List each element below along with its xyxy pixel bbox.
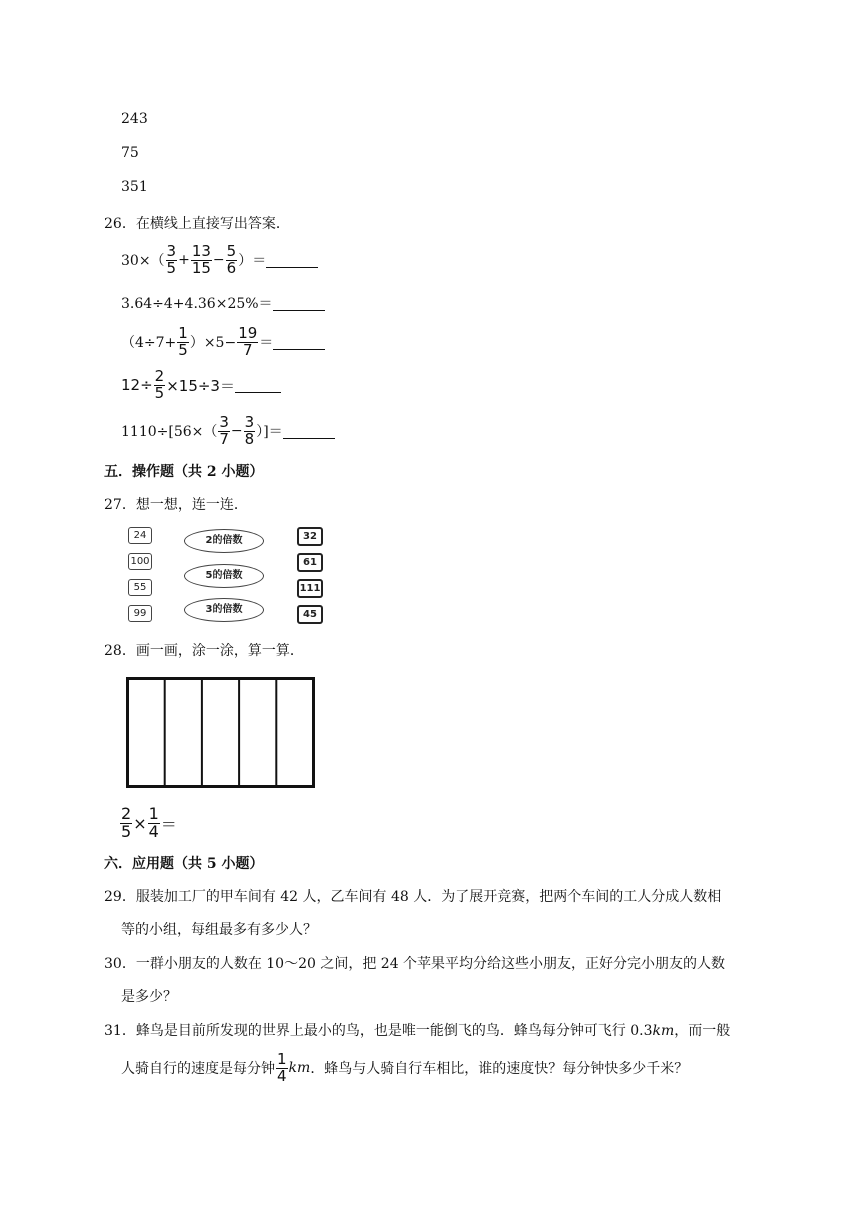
section-heading-6: 六．应用题（共 5 小题） (104, 856, 264, 872)
q26-expression-2 (121, 293, 325, 313)
answer-blank[interactable] (273, 335, 325, 350)
operator: + (178, 252, 190, 268)
text: 人骑自行的速度是每分钟 (121, 1061, 275, 1077)
question-27-title: 27．想一想，连一连． (104, 497, 248, 513)
number-line: 351 (121, 179, 148, 195)
category-oval[interactable]: 2的倍数 (184, 529, 264, 553)
q26-expression-4 (121, 367, 281, 403)
right-number-box[interactable]: 61 (297, 553, 323, 572)
text: 31．蜂鸟是目前所发现的世界上最小的鸟，也是唯一能倒飞的鸟．蜂鸟每分钟可飞行 0.3 (104, 1023, 653, 1039)
expr-text: 1110÷[56×（ (121, 424, 218, 440)
answer-blank[interactable] (266, 253, 318, 268)
fraction: 3 7 (219, 412, 229, 448)
operator: − (230, 423, 243, 439)
section-heading-5: 五．操作题（共 2 小题） (104, 464, 264, 480)
question-26-title: 26．在横线上直接写出答案． (104, 216, 290, 232)
fraction: $\frac{2}{5}$ (154, 366, 165, 402)
fraction: $\frac{2}{5}$ (121, 803, 132, 841)
text: ．蜂鸟与人骑自行车相比，谁的速度快？每分钟快多少千米？ (310, 1061, 689, 1077)
q26-expression-5 (121, 413, 335, 449)
left-number-box[interactable]: 100 (128, 553, 152, 570)
category-oval[interactable]: 5的倍数 (184, 564, 264, 588)
answer-blank[interactable] (273, 296, 325, 311)
operator: − (212, 252, 225, 268)
question-29-line-2: 等的小组，每组最多有多少人？ (121, 922, 317, 938)
q28-expression (119, 803, 177, 843)
matching-figure (121, 522, 365, 628)
expr-text: ＝ (160, 814, 177, 834)
rectangle-grid-svg (126, 677, 316, 789)
question-30-line-1: 30．一群小朋友的人数在 10～20 之间，把 24 个苹果平均分给这些小朋友，正好分完小朋友的人数 (104, 956, 726, 972)
left-number-box[interactable]: 99 (128, 605, 152, 622)
expr-text: ）＝ (238, 253, 267, 269)
expr-text: 12÷ (121, 376, 153, 394)
expr-text: ＝ (259, 335, 274, 351)
fraction: $\frac{1}{5}$ (178, 323, 188, 359)
fraction: 3 5 (166, 241, 177, 277)
rectangle-grid[interactable] (126, 677, 316, 793)
fraction: $\frac{1}{4}$ (148, 803, 159, 841)
number-line: 243 (121, 111, 148, 127)
left-number-box[interactable]: 24 (128, 527, 152, 544)
fraction: $\frac{5}{6}$ (226, 241, 237, 277)
question-28-title: 28．画一画，涂一涂，算一算． (104, 643, 304, 659)
number-line: 75 (121, 145, 139, 161)
expr-text: ）]＝ (256, 424, 283, 440)
right-number-box[interactable]: 32 (297, 527, 323, 546)
left-number-box[interactable]: 55 (128, 579, 152, 596)
q26-expression-1 (121, 242, 318, 278)
fraction: $\frac{19}{7}$ (238, 323, 258, 359)
q26-expression-3 (121, 324, 325, 360)
question-29-line-1: 29．服装加工厂的甲车间有 42 人，乙车间有 48 人．为了展开竞赛，把两个车间的工人分成人数相 (104, 889, 722, 905)
expr-text: ×15÷3＝ (166, 376, 235, 395)
answer-blank[interactable] (283, 424, 335, 439)
fraction: $\frac{3}{8}$ (244, 412, 255, 448)
right-number-box[interactable]: 111 (297, 579, 323, 598)
operator: × (133, 813, 147, 833)
question-30-line-2: 是多少？ (121, 989, 177, 1005)
expr-text: 3.64÷4+4.36×25%＝ (121, 296, 273, 312)
fraction: $\frac{13}{15}$ (191, 241, 211, 277)
expr-text: 30×（ (121, 253, 165, 269)
question-31-line-1 (104, 1020, 730, 1040)
unit: km (652, 1023, 675, 1039)
answer-blank[interactable] (235, 378, 281, 393)
question-31-line-2 (121, 1048, 688, 1088)
text: ，而一般 (674, 1023, 731, 1039)
expr-text: ）×5− (189, 335, 237, 351)
unit: km (288, 1060, 311, 1076)
category-oval[interactable]: 3的倍数 (184, 598, 264, 622)
expr-text: （4÷7+ (121, 335, 177, 351)
right-number-box[interactable]: 45 (297, 605, 323, 624)
fraction: 1 4 (277, 1049, 287, 1085)
